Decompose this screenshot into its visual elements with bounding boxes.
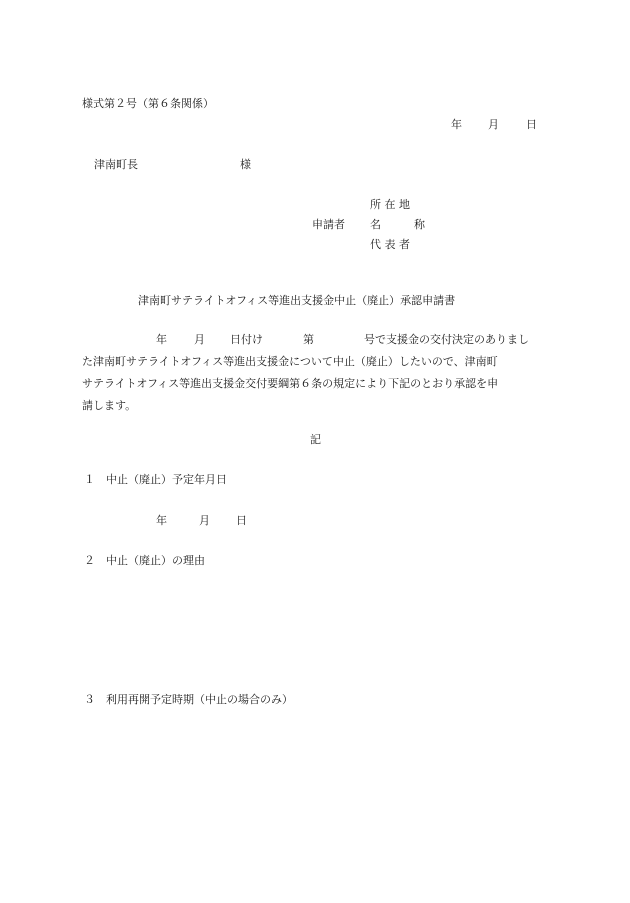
item-1-label: 中止（廃止）予定年月日 [106,473,227,486]
body-line1-rest: 号で支援金の交付決定のありまし [364,333,529,346]
applicant-name-label-2: 称 [414,218,425,231]
item-1-month-label: 月 [199,514,210,527]
applicant-label: 申請者 [312,218,345,231]
item-2-number: ２ [84,554,95,567]
date-year-label: 年 [451,118,462,131]
item-1-number: １ [84,473,95,486]
applicant-address-label: 所 在 地 [370,198,410,211]
body-line3: サテライトオフィス等進出支援金交付要綱第６条の規定により下記のとおり承認を申 [82,377,499,390]
addressee-name: 津南町長 [94,158,138,171]
ki-heading: 記 [310,433,321,446]
body-year-label: 年 [156,333,167,346]
body-line2: た津南町サテライトオフィス等進出支援金について中止（廃止）したいので、津南町 [82,355,498,368]
body-line4: 請します。 [82,399,137,412]
item-1-year-label: 年 [156,514,167,527]
body-month-label: 月 [194,333,205,346]
body-dated-label: 日付け [230,333,263,346]
item-2-label: 中止（廃止）の理由 [106,554,205,567]
form-number: 様式第２号（第６条関係） [82,97,214,110]
date-day-label: 日 [526,118,537,131]
body-no-label: 第 [303,333,314,346]
document-title: 津南町サテライトオフィス等進出支援金中止（廃止）承認申請書 [138,294,456,307]
applicant-representative-label: 代 表 者 [370,238,410,251]
item-3-number: ３ [84,693,95,706]
applicant-name-label-1: 名 [370,218,381,231]
addressee-honorific: 様 [240,158,251,171]
date-month-label: 月 [488,118,499,131]
item-1-day-label: 日 [236,514,247,527]
item-3-label: 利用再開予定時期（中止の場合のみ） [106,693,293,706]
